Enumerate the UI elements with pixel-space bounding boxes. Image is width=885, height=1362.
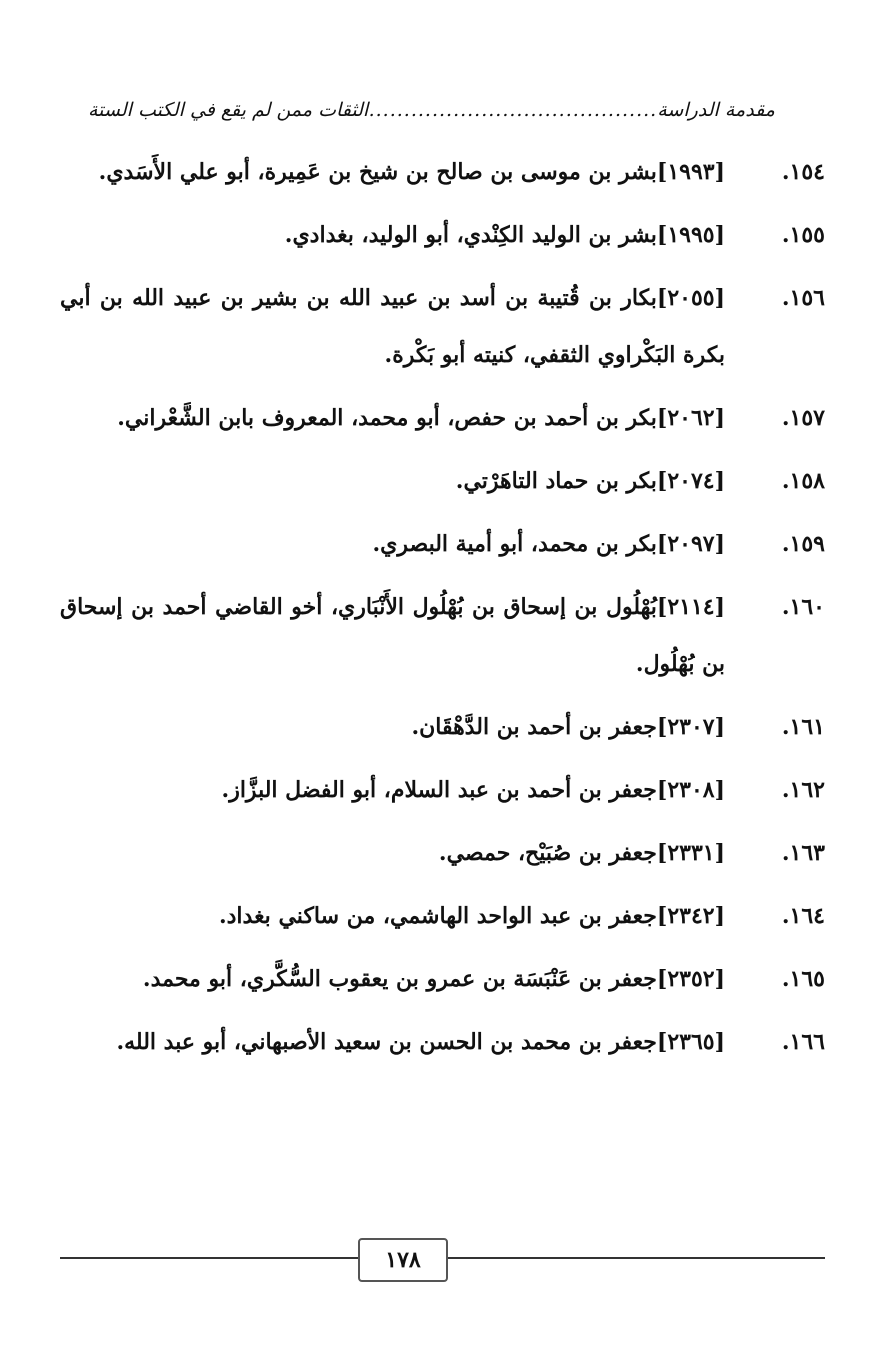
list-item — [60, 516, 825, 573]
entry-number: ١٥٤. — [781, 159, 825, 185]
entry-number: ١٦٢. — [781, 777, 825, 803]
entry-number: ١٦٠. — [781, 594, 825, 620]
entry-text: بكار بن قُتيبة بن أسد بن عبيد الله بن بشير بن عبيد الله بن أبي بكرة البَكْراوي الثقفي، كنيته أبو بَكْرة. — [60, 285, 725, 368]
list-item — [60, 453, 825, 510]
entry-reference: [٢٣٠٨] — [656, 777, 725, 803]
entry-reference: [٢٠٥٥] — [656, 285, 725, 311]
list-item — [60, 951, 825, 1008]
entry-number: ١٥٧. — [781, 405, 825, 431]
entry-reference: [١٩٩٥] — [656, 222, 725, 248]
entry-number: ١٥٥. — [781, 222, 825, 248]
entry-text: جعفر بن محمد بن الحسن بن سعيد الأصبهاني، أبو عبد الله. — [116, 1029, 657, 1055]
entry-text: بكر بن حماد التاهَرْتي. — [455, 468, 657, 494]
list-item — [60, 207, 825, 264]
entry-number: ١٥٦. — [781, 285, 825, 311]
list-item — [60, 270, 825, 384]
list-item — [60, 390, 825, 447]
page-number-badge — [358, 1238, 448, 1282]
entry-number: ١٦٣. — [781, 840, 825, 866]
entry-number: ١٦٤. — [781, 903, 825, 929]
entry-reference: [٢٣٤٢] — [656, 903, 725, 929]
list-item — [60, 144, 825, 201]
list-item — [60, 579, 825, 693]
entry-number: ١٦٥. — [781, 966, 825, 992]
list-item — [60, 825, 825, 882]
entry-number: ١٥٩. — [781, 531, 825, 557]
entry-list — [60, 144, 825, 1077]
entry-text: بُهْلُول بن إسحاق بن بُهْلُول الأَنْبَاري، أخو القاضي أحمد بن إسحاق بن بُهْلُول. — [60, 594, 725, 677]
entry-number: ١٥٨. — [781, 468, 825, 494]
header-topic-title: الثقات ممن لم يقع في الكتب الستة — [88, 99, 369, 121]
entry-reference: [٢٠٧٤] — [656, 468, 725, 494]
entry-text: جعفر بن صُبَيْح، حمصي. — [438, 840, 657, 866]
entry-text: جعفر بن عَنْبَسَة بن عمرو بن يعقوب السُّكَّري، أبو محمد. — [142, 966, 657, 992]
entry-reference: [٢٣٠٧] — [656, 714, 725, 740]
entry-reference: [٢٣٣١] — [656, 840, 725, 866]
entry-number: ١٦١. — [781, 714, 825, 740]
entry-reference: [٢٠٩٧] — [656, 531, 725, 557]
entry-reference: [٢٣٥٢] — [656, 966, 725, 992]
entry-text: بكر بن محمد، أبو أمية البصري. — [372, 531, 657, 557]
entry-text: جعفر بن عبد الواحد الهاشمي، من ساكني بغداد. — [218, 903, 657, 929]
page-number: ١٧٨ — [385, 1247, 421, 1273]
running-header — [88, 92, 775, 128]
header-dot-leader — [368, 99, 657, 121]
entry-text: بشر بن الوليد الكِنْدي، أبو الوليد، بغدادي. — [284, 222, 657, 248]
list-item — [60, 699, 825, 756]
entry-text: بكر بن أحمد بن حفص، أبو محمد، المعروف بابن الشَّعْراني. — [117, 405, 657, 431]
entry-reference: [٢١١٤] — [656, 594, 725, 620]
entry-text: جعفر بن أحمد بن الدَّهْقَان. — [411, 714, 657, 740]
entry-text: بشر بن موسى بن صالح بن شيخ بن عَمِيرة، أبو علي الأَسَدي. — [98, 159, 657, 185]
entry-number: ١٦٦. — [781, 1029, 825, 1055]
entry-text: جعفر بن أحمد بن عبد السلام، أبو الفضل البزَّاز. — [221, 777, 657, 803]
header-section-title: مقدمة الدراسة — [657, 99, 775, 121]
entry-reference: [٢٣٦٥] — [656, 1029, 725, 1055]
entry-reference: [٢٠٦٢] — [656, 405, 725, 431]
list-item — [60, 1014, 825, 1071]
list-item — [60, 762, 825, 819]
entry-reference: [١٩٩٣] — [656, 159, 725, 185]
list-item — [60, 888, 825, 945]
